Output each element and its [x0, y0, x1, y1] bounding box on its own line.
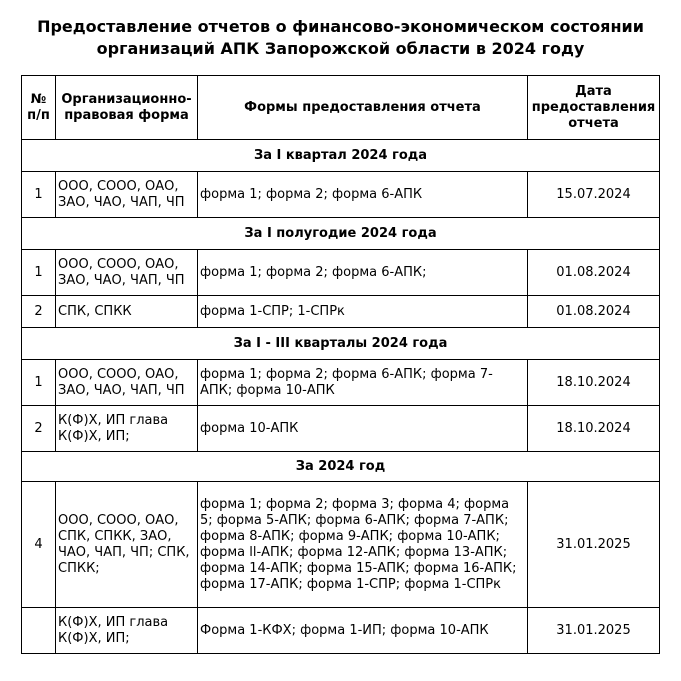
cell-date: 31.01.2025	[528, 482, 660, 608]
cell-org: ООО, СООО, ОАО, СПК, СПКК, ЗАО, ЧАО, ЧАП, ЧП; СПК, СПКК;	[56, 482, 198, 608]
header-row	[22, 76, 660, 140]
header-date: Дата предоставления отчета	[528, 76, 660, 140]
cell-forms: форма 1; форма 2; форма 6-АПК	[198, 172, 528, 218]
title-line-2: организаций АПК Запорожской области в 2024 году	[96, 39, 585, 58]
section-title: За I квартал 2024 года	[22, 140, 660, 172]
cell-org: ООО, СООО, ОАО, ЗАО, ЧАО, ЧАП, ЧП	[56, 360, 198, 406]
cell-num: 1	[22, 360, 56, 406]
section-row	[22, 328, 660, 360]
cell-num: 4	[22, 482, 56, 608]
cell-forms: Форма 1-КФХ; форма 1-ИП; форма 10-АПК	[198, 608, 528, 654]
header-forms: Формы предоставления отчета	[198, 76, 528, 140]
header-org: Организационно-правовая форма	[56, 76, 198, 140]
cell-org: К(Ф)Х, ИП глава К(Ф)Х, ИП;	[56, 608, 198, 654]
table-row	[22, 482, 660, 608]
section-row	[22, 140, 660, 172]
cell-org: ООО, СООО, ОАО, ЗАО, ЧАО, ЧАП, ЧП	[56, 172, 198, 218]
cell-num: 1	[22, 250, 56, 296]
section-row	[22, 452, 660, 482]
cell-date: 15.07.2024	[528, 172, 660, 218]
title-line-1: Предоставление отчетов о финансово-экономическом состоянии	[37, 17, 644, 36]
cell-forms: форма 10-АПК	[198, 406, 528, 452]
table-row	[22, 608, 660, 654]
cell-org: К(Ф)Х, ИП глава К(Ф)Х, ИП;	[56, 406, 198, 452]
page-title	[0, 16, 681, 60]
table-row	[22, 406, 660, 452]
table-row	[22, 172, 660, 218]
reports-table	[21, 75, 660, 654]
section-row	[22, 218, 660, 250]
cell-org: ООО, СООО, ОАО, ЗАО, ЧАО, ЧАП, ЧП	[56, 250, 198, 296]
table-row	[22, 250, 660, 296]
cell-num: 2	[22, 406, 56, 452]
cell-date: 18.10.2024	[528, 406, 660, 452]
cell-forms: форма 1-СПР; 1-СПРк	[198, 296, 528, 328]
cell-forms: форма 1; форма 2; форма 3; форма 4; форма 5; форма 5-АПК; форма 6-АПК; форма 7-АПК; форма 8-АПК; форма 9-АПК; форма 10-АПК; форма ll-АПК; форма 12-АПК; форма 13-АПК; форма 14-АПК; форма 15-АПК; форма 16-АПК; форма 17-АПК; форма 1-СПР; форма 1-СПРк	[198, 482, 528, 608]
table-row	[22, 296, 660, 328]
cell-date: 18.10.2024	[528, 360, 660, 406]
cell-org: СПК, СПКК	[56, 296, 198, 328]
table-row	[22, 360, 660, 406]
section-title: За I полугодие 2024 года	[22, 218, 660, 250]
section-title: За 2024 год	[22, 452, 660, 482]
cell-num	[22, 608, 56, 654]
cell-forms: форма 1; форма 2; форма 6-АПК;	[198, 250, 528, 296]
header-num: № п/п	[22, 76, 56, 140]
cell-forms: форма 1; форма 2; форма 6-АПК; форма 7-АПК; форма 10-АПК	[198, 360, 528, 406]
cell-num: 1	[22, 172, 56, 218]
cell-num: 2	[22, 296, 56, 328]
cell-date: 01.08.2024	[528, 250, 660, 296]
cell-date: 31.01.2025	[528, 608, 660, 654]
section-title: За I - III кварталы 2024 года	[22, 328, 660, 360]
cell-date: 01.08.2024	[528, 296, 660, 328]
